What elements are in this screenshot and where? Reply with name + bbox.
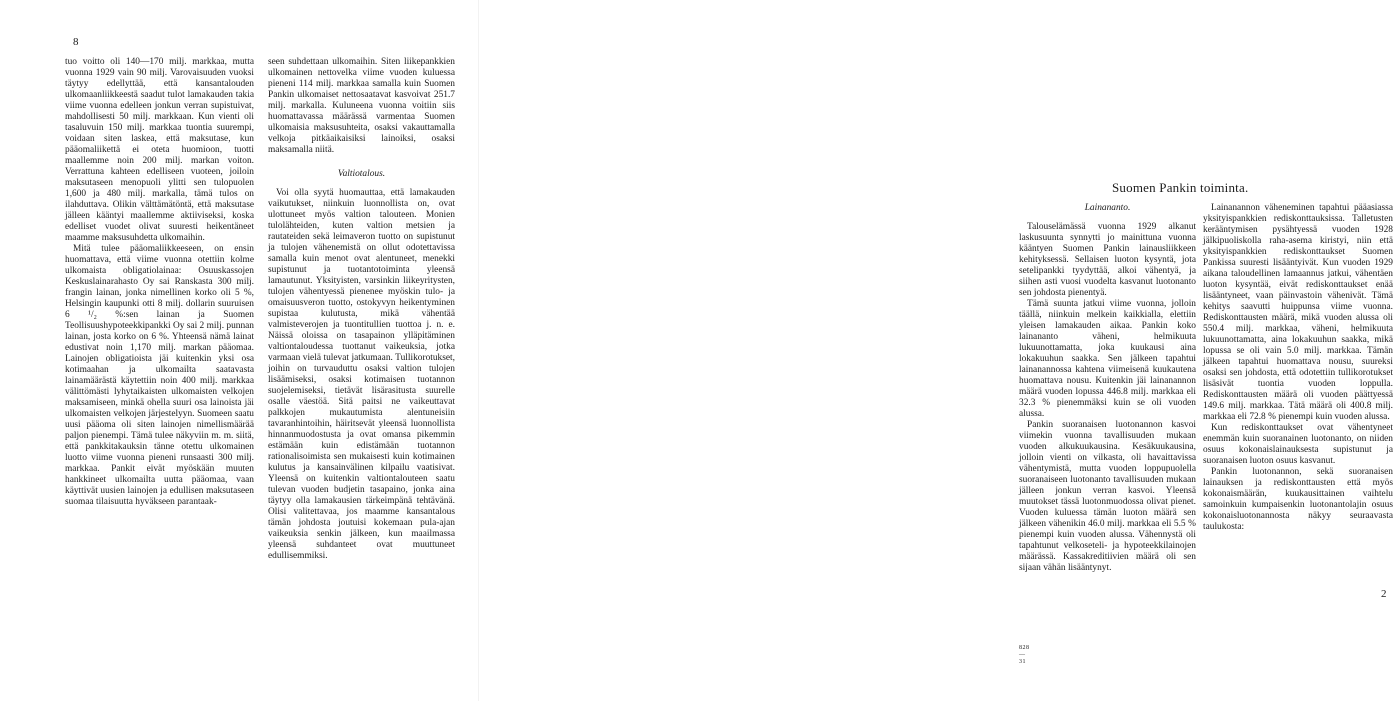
- right-page-column-1: [1019, 203, 1196, 574]
- section-title: Suomen Pankin toiminta.: [1112, 180, 1249, 195]
- subheading-valtiotalous: Valtiotalous.: [337, 169, 386, 179]
- paragraph: Tämä suunta jatkui viime vuonna, jolloin täällä, niinkuin melkein kaikkialla, elettiin yleisen lamakauden aikaa. Pankin koko lainananto väheni, helmikuuta lukuunottamatta, joka kuukausi aina lokakuuhun saakka. Sen jälkeen tapahtui lainanannossa kahtena viimeisenä kuukautena huomattava nousu. Kuitenkin jäi lainanannon määrä vuoden lopussa 446.8 milj. markkaa eli 32.3 % pienemmäksi kuin se oli vuoden alussa.: [1019, 299, 1196, 419]
- left-page-column-2: [268, 57, 455, 562]
- paragraph: Voi olla syytä huomauttaa, että lamakauden vaikutukset, niinkuin luonnollista on, ovat ulottuneet myös valtion talouteen. Monien tulolähteiden, kuten valtion metsien ja rautateiden sekä leimaveron tuotto on supistunut ja tulojen vähenemistä on ollut odotettavissa samalla kuin menot ovat alentuneet, menekki supistunut ja tuotantotoiminta yleensä lamautunut. Yksityisten, varsinkin liikeyritysten, tulojen vähentyessä pienenee myöskin tulo- ja omaisuusveron tuotto, ostokyvyn heikentyminen supistaa kulutusta, mikä vähentää valmisteverojen ja tuontitullien tuottoa j. n. e. Näissä oloissa on tasapainon ylläpitäminen valtiontaloudessa tuottanut vaikeuksia, jotka varmaan vielä tulevat jatkumaan. Tullikorotukset, joihin on turvauduttu osaksi valtion tulojen lisäämiseksi, osaksi kotimaisen tuotannon suojelemiseksi, tietävät lisärasitusta suurelle osalle väestöä. Sitä paitsi ne vaikeuttavat palkkojen mukautumista alentuneisiin tavaranhintoihin, häiritsevät yleensä luonnollista hinnanmuodostusta ja ovat omansa pikemmin estämään kuin edistämään tuotannon rationalisoimista sen mukaisesti kuin kotimainen kulutus ja kansainvälinen kilpailu vaatisivat. Yleensä on kuitenkin valtiontalouteen saatu tulevan vuoden budjetin tasapaino, jonka aina täytyy olla lamakausien tärkeimpänä tehtävänä. Olisi valitettavaa, jos maamme kansantalous tämän johdosta joutuisi kokemaan pula-ajan vaikeuksia senkin jälkeen, kun maailmassa yleensä suhdanteet ovat muuttuneet edullisemmiksi.: [268, 188, 455, 561]
- paragraph: tuo voitto oli 140—170 milj. markkaa, mutta vuonna 1929 vain 90 milj. Varovaisuuden vuoksi täytyy edellyttää, että kansantalouden ulkomaanliikkeestä saadut tulot lamakauden takia viime vuonna edelleen jonkun verran supistuivat, mahdollisesti 50 milj. markkaan. Kun vienti oli tasaluvuin 150 milj. markkaa tuontia suurempi, voidaan siten laskea, että maksutase, kun pääomaliikettä ei oteta huomioon, tuotti maallemme noin 200 milj. markan voiton. Verrattuna kahteen edelliseen vuoteen, joiloin maksutaseen menopuoli ylitti sen tulopuolen 1,600 ja 480 milj. markalla, tämä tulos on ilahduttava. Olikin välttämätöntä, että maksutase jälleen kääntyi maallemme aktiiviseksi, koska edelliset vuodet olivat suuresti heikentäneet maamme maksusuhdetta ulkomaihin.: [65, 57, 254, 243]
- right-page-column-2: [1203, 203, 1393, 533]
- left-page-number: 8: [73, 36, 79, 48]
- paragraph: Pankin luotonannon, sekä suoranaisen lainauksen ja rediskonttausten että myös kokonaismäärän, kuukausittainen vaihtelu samoinkuin kumpaisenkin luotonantolajin osuus kokonaisluotonannosta näkyy seuraavasta taulukosta:: [1203, 467, 1393, 532]
- paragraph: seen suhdettaan ulkomaihin. Siten liikepankkien ulkomainen nettovelka viime vuoden kuluessa pieneni 114 milj. markkaa samalla kuin Suomen Pankin ulkomaiset nettosaatavat kasvoivat 251.7 milj. markalla. Kuluneena vuonna voitiin siis huomattavassa määrässä varmentaa Suomen ulkomaisia maksusuhteita, osaksi vakauttamalla velkoja pitkäaikaisiksi lainoiksi, osaksi maksamalla niitä.: [268, 57, 455, 155]
- paragraph: Talouselämässä vuonna 1929 alkanut laskusuunta synnytti jo mainittuna vuonna kääntyen Suomen Pankin lainausliikkeen kehityksessä. Sellaisen luoton kysyntä, jota setelipankki tyydyttää, alkoi vähentyä, ja siihen asti vuosi vuodelta kasvanut luotonanto sen johdosta pienentyä.: [1019, 222, 1196, 298]
- left-page: [0, 0, 478, 701]
- left-page-column-1: [65, 57, 254, 508]
- right-page: [479, 0, 1393, 701]
- subheading-lainananto: Lainananto.: [1084, 203, 1131, 213]
- paragraph: Mitä tulee pääomaliikkeeseen, on ensin huomattava, että viime vuonna otettiin kolme ulkomaista obligatiolainaa: Osuuskassojen Keskuslainarahasto Oy sai Ranskasta 300 milj. frangin lainan, jonka nimellinen korko oli 5 %, Helsingin kaupunki otti 8 milj. dollarin suuruisen 6 ¹/₂ %:sen lainan ja Suomen Teollisuushypoteekkipankki Oy sai 2 milj. punnan lainan, josta korko on 6 %. Yhteensä nämä lainat edustivat noin 1,170 milj. markan pääomaa. Lainojen obligatioista jäi kuitenkin yksi osa kotimaahan ja ulkomailta saatavasta lainamäärästä käytettiin noin 400 milj. markkaa välittömästi lyhytaikaisten ulkomaisten velkojen maksamiseen, minkä ohella suuri osa lainoista jäi ulkomaisten velkojen järjestelyyn. Suomeen saatu uusi pääoma oli siten lainojen nimellismäärää paljon pienempi. Tämä tulee näkyviin m. m. siitä, että pankkitakauksin tänne otettu ulkomainen luotto viime vuonna pieneni runsaasti 300 milj. markkaa. Pankit eivät myöskään muuten hankkineet ulkomailta uutta pääomaa, vaan käyttivät uusien lainojen ja edullisen maksutaseen suomaa tilaisuutta hyväkseen parantaak-: [65, 244, 254, 507]
- paragraph: Kun rediskonttaukset ovat vähentyneet enemmän kuin suoranainen luotonanto, on niiden osuus kokonaislainauksesta supistunut ja suoranaisen luoton osuus kasvanut.: [1203, 423, 1393, 466]
- paragraph: Pankin suoranaisen luotonannon kasvoi viimekin vuonna tavallisuuden mukaan vuoden alkukuukausina. Kesäkuukausina, jolloin vienti on vilkasta, oli havaittavissa vähentymistä, mutta vuoden loppupuolella suoranaiseen luotonanto tavallisuuden mukaan jälleen jonkun verran kasvoi. Yleensä muutokset tässä luotonmuodossa olivat pienet. Vuoden kuluessa tämän luoton määrä sen jälkeen vähenikin 46.0 milj. markkaa eli 5.5 % pienempi kuin vuoden alussa. Vähennystä oli tapahtunut velkoseteli- ja hypoteekkilainojen määrässä. Kassakreditiivien määrä oli sen sijaan vähän lisääntynyt.: [1019, 420, 1196, 573]
- paragraph: Lainanannon väheneminen tapahtui pääasiassa yksityispankkien rediskonttauksissa. Talletusten kerääntymisen pysähtyessä vuoden 1928 jälkipuoliskolla raha-asema kiristyi, niin että yksityispankkien rediskonttaukset Suomen Pankissa suuresti lisääntyivät. Kun vuoden 1929 aikana taloudellinen lamaannus jatkui, vähentäen luoton kysyntää, eivät rediskonttaukset enää lisääntyneet, vaan päinvastoin vähenivät. Tämä kehitys saavutti huippunsa viime vuonna. Rediskonttausten määrä, mikä vuoden alussa oli 550.4 milj. markkaa, väheni, helmikuuta lukuunottamatta, aina lokakuuhun saakka, mikä lopussa se oli vain 5.0 milj. markkaa. Tämän jälkeen tapahtui huomattava nousu, suureksi osaksi sen johdosta, että odotettiin tullikorotukset lisäsivät tuontia vuoden loppulla. Rediskonttausten määrä oli vuoden päättyessä 149.6 milj. markkaa. Tätä määrä oli 400.8 milj. markkaa eli 72.8 % pienempi kuin vuoden alussa.: [1203, 203, 1393, 422]
- printer-signature-code: 828—31: [1019, 645, 1030, 665]
- right-page-number: 2: [1381, 588, 1387, 600]
